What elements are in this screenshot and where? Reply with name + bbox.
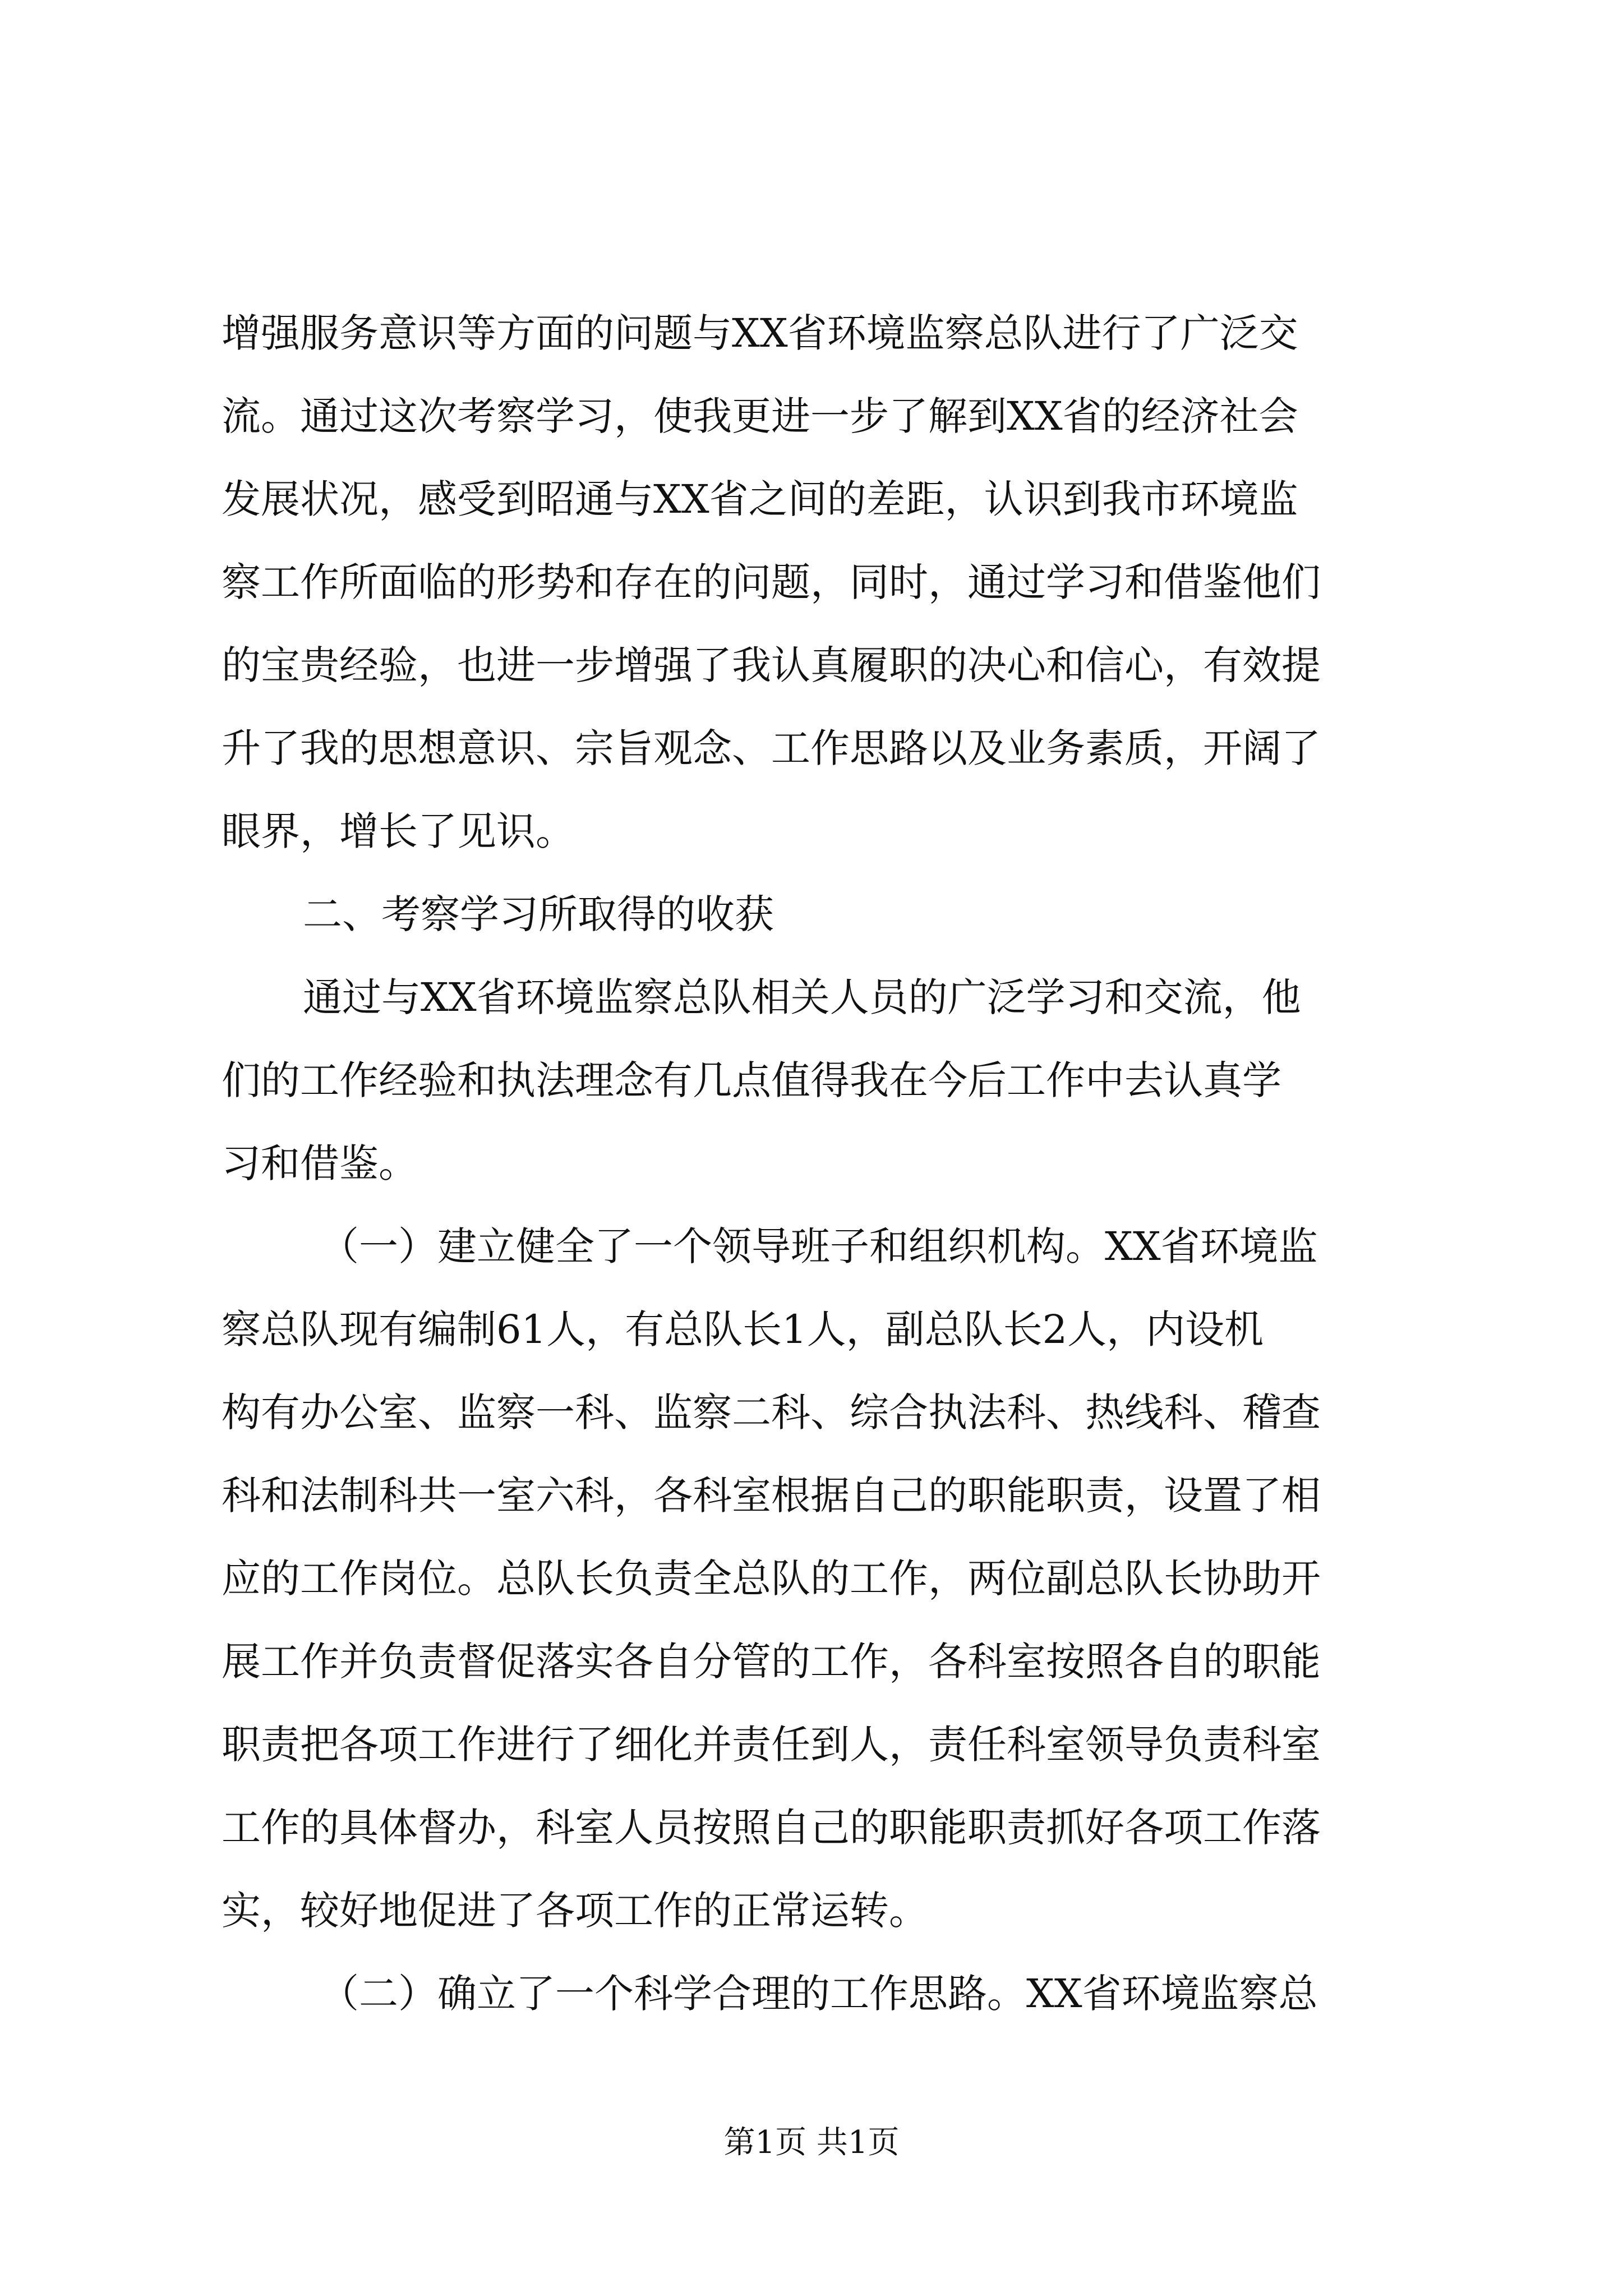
text-line: 习和借鉴。 <box>222 1140 418 1186</box>
text-line: 职责把各项工作进行了细化并责任到人，责任科室领导负责科室 <box>222 1722 1321 1768</box>
text-line: 实，较好地促进了各项工作的正常运转。 <box>222 1888 928 1934</box>
text-line: 展工作并负责督促落实各自分管的工作，各科室按照各自的职能 <box>222 1639 1321 1685</box>
page-footer <box>0 2120 1623 2165</box>
text-line: 应的工作岗位。总队长负责全总队的工作，两位副总队长协助开 <box>222 1556 1321 1602</box>
text-line: 增强服务意识等方面的问题与XX省环境监察总队进行了广泛交 <box>222 310 1298 356</box>
text-line: 工作的具体督办，科室人员按照自己的职能职责抓好各项工作落 <box>222 1805 1321 1851</box>
section-heading: 二、考察学习所取得的收获 <box>303 891 774 937</box>
text-line: 的宝贵经验，也进一步增强了我认真履职的决心和信心，有效提 <box>222 642 1321 688</box>
text-line: 发展状况，感受到昭通与XX省之间的差距，认识到我市环境监 <box>222 476 1298 522</box>
text-line: 构有办公室、监察一科、监察二科、综合执法科、热线科、稽查 <box>222 1389 1321 1435</box>
subsection-line: （二）确立了一个科学合理的工作思路。XX省环境监察总 <box>320 1971 1318 2017</box>
text-line: 察总队现有编制61人，有总队长1人，副总队长2人，内设机 <box>222 1306 1264 1352</box>
text-line: 通过与XX省环境监察总队相关人员的广泛学习和交流，他 <box>303 974 1301 1020</box>
document-body <box>222 292 1427 2035</box>
page-number: 第1页 共1页 <box>723 2124 900 2161</box>
text-line: 眼界，增长了见识。 <box>222 808 575 854</box>
text-line: 科和法制科共一室六科，各科室根据自己的职能职责，设置了相 <box>222 1473 1321 1519</box>
text-line: 升了我的思想意识、宗旨观念、工作思路以及业务素质，开阔了 <box>222 725 1321 771</box>
text-line: 流。通过这次考察学习，使我更进一步了解到XX省的经济社会 <box>222 393 1298 439</box>
subsection-line: （一）建立健全了一个领导班子和组织机构。XX省环境监 <box>320 1223 1318 1269</box>
text-line: 察工作所面临的形势和存在的问题，同时，通过学习和借鉴他们 <box>222 559 1321 605</box>
text-line: 们的工作经验和执法理念有几点值得我在今后工作中去认真学 <box>222 1057 1281 1103</box>
